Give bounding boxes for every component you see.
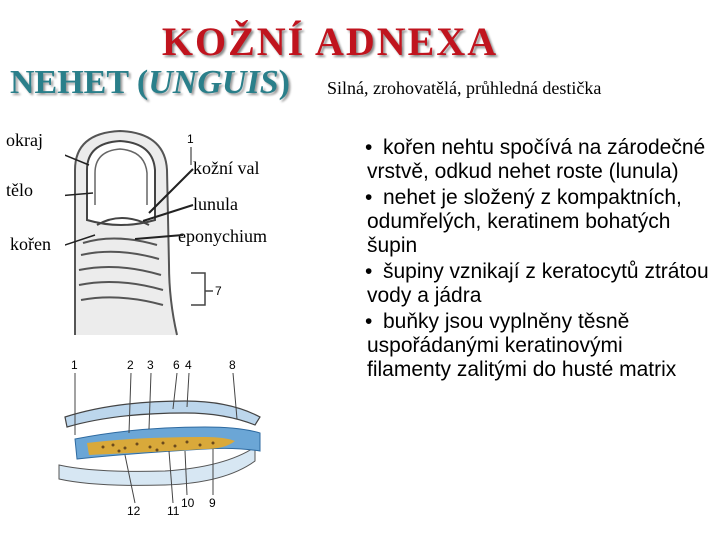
- label-okraj: okraj: [6, 130, 43, 150]
- list-item: [367, 186, 712, 258]
- slide-title: KOŽNÍ ADNEXA: [161, 19, 499, 64]
- bullet-marker: •: [365, 310, 373, 333]
- nail-cross-section-illustration: [55, 355, 270, 520]
- bullet-text: nehet je složený z kompaktních, odumřelých, keratinem bohatých šupin: [367, 186, 682, 257]
- label-eponychium: eponychium: [178, 226, 267, 246]
- finger-nail-illustration: [65, 125, 255, 340]
- list-item: [367, 260, 712, 308]
- label-kozni-val: kožní val: [193, 158, 260, 178]
- fig-number: 4: [185, 358, 192, 372]
- label-koren: kořen: [10, 234, 51, 254]
- fig-number: 1: [71, 358, 78, 372]
- subtitle-suffix: ): [278, 64, 290, 101]
- bullet-text: kořen nehtu spočívá na zárodečné vrstvě, odkud nehet roste (lunula): [367, 136, 706, 183]
- fig-number: 9: [209, 496, 216, 510]
- fig-number: 6: [173, 358, 180, 372]
- label-telo: tělo: [6, 180, 33, 200]
- subtitle-prefix: NEHET (: [10, 64, 149, 101]
- fig-number: 12: [127, 504, 141, 518]
- fig-number: 3: [147, 358, 154, 372]
- fig-number: 8: [229, 358, 236, 372]
- fig-number: 1: [187, 132, 194, 146]
- fig-number: 10: [181, 496, 195, 510]
- bullet-text: buňky jsou vyplněny těsně uspořádanými keratinovými filamenty zalitými do husté matrix: [367, 310, 677, 381]
- slide-subtitle: [10, 64, 290, 102]
- bullet-text: šupiny vznikají z keratocytů ztrátou vody a jádra: [367, 260, 709, 307]
- list-item: [367, 136, 712, 184]
- bullet-marker: •: [365, 186, 373, 209]
- list-item: [367, 310, 712, 382]
- subtitle-latin: UNGUIS: [148, 64, 279, 101]
- fig-number: 2: [127, 358, 134, 372]
- nail-description: Silná, zrohovatělá, průhledná destička: [327, 78, 602, 98]
- bullet-list: [367, 136, 712, 384]
- fig-number: 7: [215, 284, 222, 298]
- bullet-marker: •: [365, 260, 373, 283]
- fig-number: 11: [167, 504, 180, 518]
- bullet-marker: •: [365, 136, 373, 159]
- label-lunula: lunula: [193, 194, 238, 214]
